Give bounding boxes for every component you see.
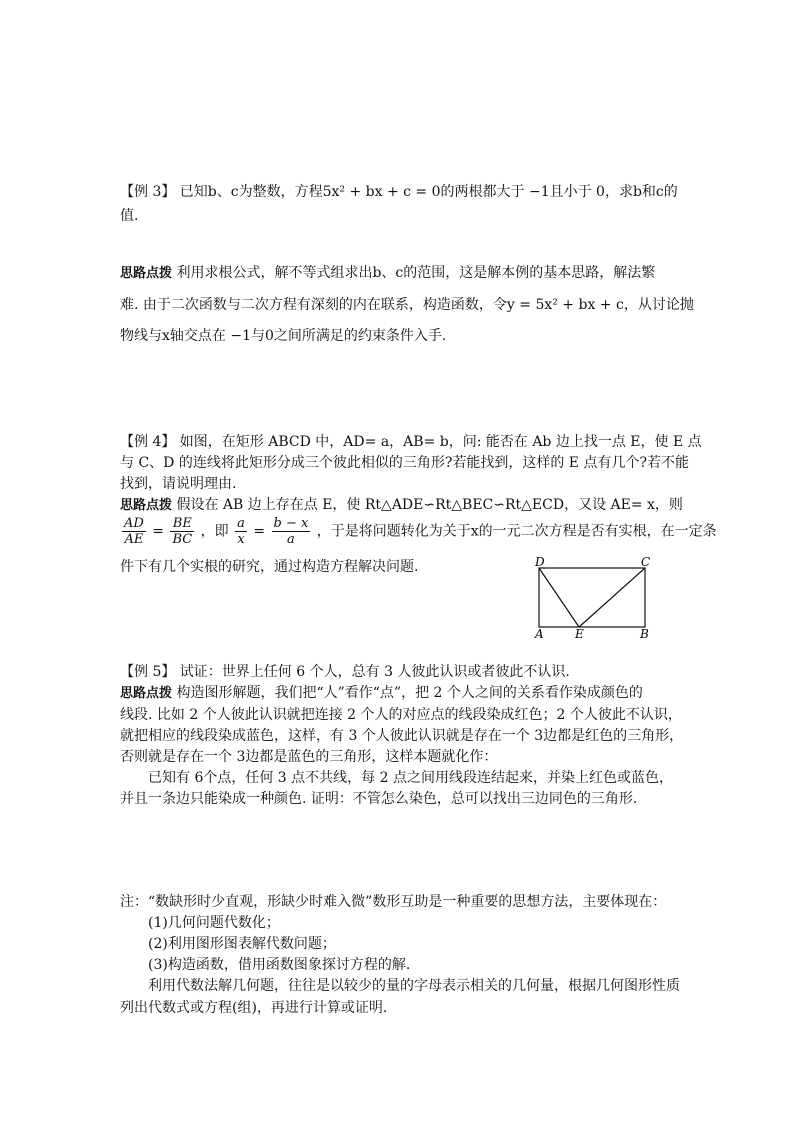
example4-hint-formula-line <box>120 516 717 547</box>
note-paragraph-line2: 列出代数式或方程(组)，再进行计算或证明. <box>120 1000 388 1016</box>
hint-text: 假设在 AB 边上存在点 E，使 Rt△ADE∽Rt△BEC∽Rt△ECD，又设 AE= x，则 <box>172 497 683 513</box>
label-e: E <box>575 627 584 641</box>
example5-hint-line5: 已知有 6个点，任何 3 点不共线，每 2 点之间用线段连结起来，并染上红色或蓝色， <box>148 770 673 786</box>
note-intro: 注：“数缺形时少直观，形缺少时难入微”数形互助是一种重要的思想方法，主要体现在： <box>120 894 667 910</box>
fraction-a-x: $\frac{a}{x}$ <box>237 516 245 547</box>
connector-text: ，即 <box>200 523 229 540</box>
example3-hint-line2: 难. 由于二次函数与二次方程有深刻的内在联系，构造函数，令y = 5x² + bx + c，从讨论抛 <box>120 297 694 313</box>
hint-label: 思路点拨 <box>120 498 173 513</box>
segment-de <box>539 568 579 627</box>
fraction-be-bc: $\frac{BE}{BC}$ <box>172 516 193 547</box>
fraction-ad-ae: $\frac{AD}{AE}$ <box>124 516 144 547</box>
rectangle-abcd <box>539 568 645 627</box>
example5-hint-line6: 并且一条边只能染成一种颜色. 证明：不管怎么染色，总可以找出三边同色的三角形. <box>120 791 638 807</box>
example5-hint-line2: 线段. 比如 2 个人彼此认识就把连接 2 个人的对应点的线段染成红色；2 个人彼此不认识， <box>120 707 682 723</box>
example3-statement-cont: 值. <box>120 208 139 224</box>
segment-ec <box>579 568 645 627</box>
hint-label: 思路点拨 <box>120 686 173 701</box>
example3-hint-line1 <box>120 262 655 282</box>
note-item-1: (1)几何问题代数化； <box>148 915 280 931</box>
example4-hint-line1 <box>120 494 683 514</box>
example5-hint-line4: 否则就是存在一个 3边都是蓝色的三角形，这样本题就化作： <box>120 749 498 765</box>
label-b: B <box>640 627 649 641</box>
rectangle-figure <box>528 556 658 642</box>
example4-statement-cont1: 与 C、D 的连线将此矩形分成三个彼此相似的三角形?若能找到，这样的 E 点有几个?若不能 <box>120 455 689 471</box>
label-c: C <box>641 556 651 569</box>
note-item-3: (3)构造函数，借用函数图象探讨方程的解. <box>148 957 411 973</box>
example4-statement-cont2: 找到，请说明理由. <box>120 476 237 492</box>
hint-text: 构造图形解题，我们把“人”看作“点”，把 2 个人之间的关系看作染成颜色的 <box>172 685 643 701</box>
hint-label: 思路点拨 <box>120 266 173 281</box>
note-paragraph-line1: 利用代数法解几何题，往往是以较少的量的字母表示相关的几何量，根据几何图形性质 <box>148 978 680 994</box>
equals-sign: = <box>152 523 164 540</box>
label-d: D <box>535 556 545 569</box>
hint-text: ，于是将问题转化为关于x的一元二次方程是否有实根，在一定条 <box>316 523 717 540</box>
example3-hint-line3: 物线与x轴交点在 −1与0之间所满足的约束条件入手. <box>120 328 447 344</box>
note-item-2: (2)利用图形图表解代数问题； <box>148 936 336 952</box>
example4-hint-line3: 件下有几个实根的研究，通过构造方程解决问题. <box>120 559 419 575</box>
label-a: A <box>535 627 544 641</box>
example4-statement: 【例 4】 如图，在矩形 ABCD 中，AD= a，AB= b，问: 能否在 Ab 边上找一点 E，使 E 点 <box>120 434 702 450</box>
example5-hint-line1 <box>120 682 643 702</box>
equals-sign: = <box>253 523 266 540</box>
example3-statement: 【例 3】 已知b、c为整数，方程5x² + bx + c = 0的两根都大于 −1且小于 0，求b和c的 <box>120 184 678 200</box>
hint-text: 利用求根公式，解不等式组求出b、c的范围，这是解本例的基本思路，解法繁 <box>172 265 656 281</box>
example5-hint-line3: 就把相应的线段染成蓝色，这样，有 3 个人彼此认识就是存在一个 3边都是红色的三角形， <box>120 728 684 744</box>
fraction-bx-a: $\frac{b - x}{a}$ <box>273 516 309 547</box>
example5-statement: 【例 5】 试证：世界上任何 6 个人，总有 3 人彼此认识或者彼此不认识. <box>120 664 570 680</box>
